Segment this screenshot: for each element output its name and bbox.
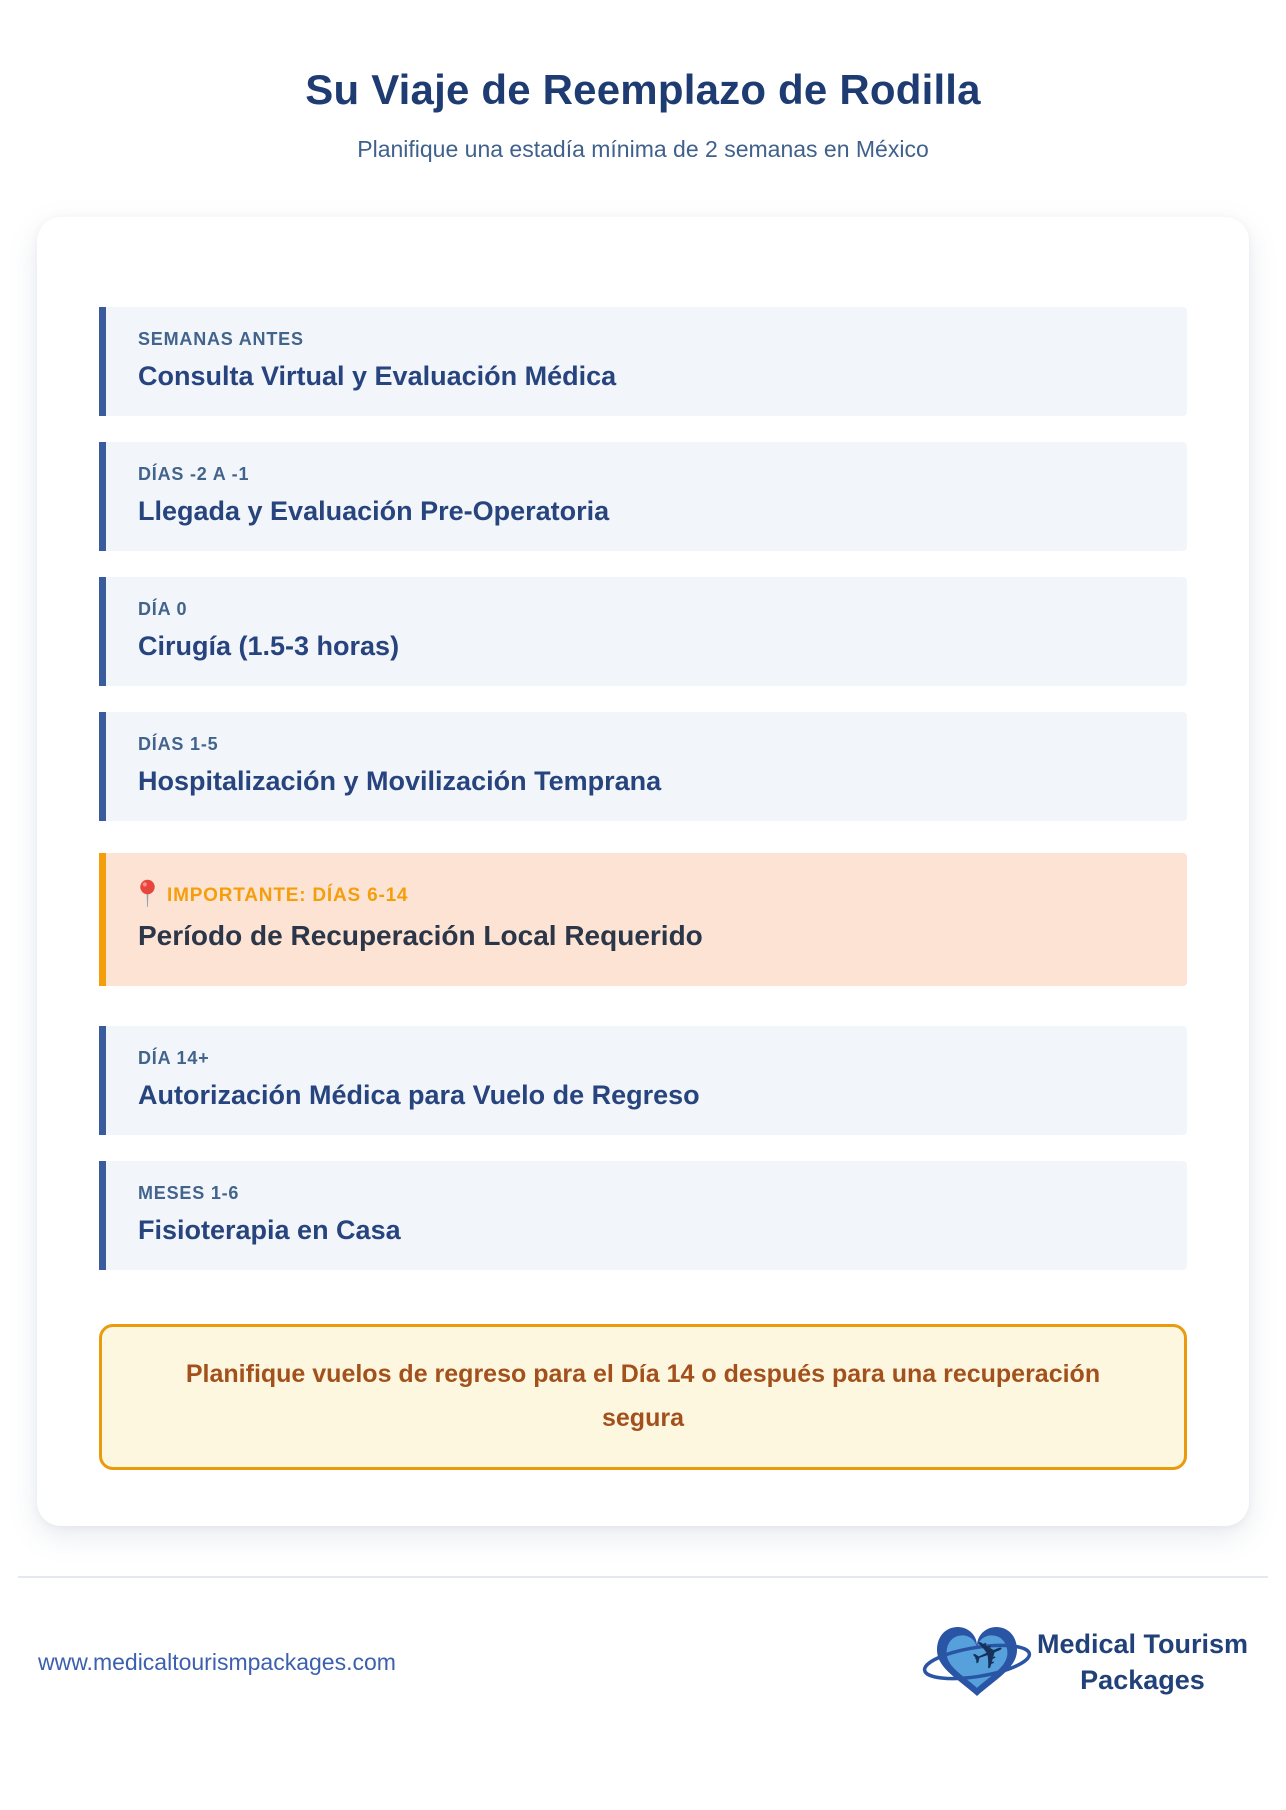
timeline <box>99 307 1187 1270</box>
warning-text: Planifique vuelos de regreso para el Día 14 o después para una recuperación segura <box>185 1360 1101 1432</box>
page-subtitle: Planifique una estadía mínima de 2 semanas en México <box>357 136 929 162</box>
timeline-item-label-text: DÍA 0 <box>138 599 188 619</box>
timeline-item-label <box>138 734 1157 755</box>
timeline-item-title: Consulta Virtual y Evaluación Médica <box>138 361 617 391</box>
logo-line1: Medical Tourism <box>1036 1629 1248 1660</box>
round-pushpin-icon <box>138 879 157 909</box>
timeline-item-label <box>138 1183 1157 1204</box>
footer <box>0 1578 1286 1710</box>
website-link[interactable]: www.medicaltourismpackages.com <box>38 1649 396 1675</box>
logo-wordmark <box>1037 1627 1248 1697</box>
timeline-item-label <box>138 883 1157 909</box>
timeline-item <box>99 712 1187 821</box>
airplane-icon: ✈ <box>964 1626 1013 1683</box>
brand-logo <box>921 1616 1248 1710</box>
timeline-card <box>37 217 1249 1526</box>
heart-airplane-logo-icon <box>921 1616 1033 1710</box>
timeline-item-title: Autorización Médica para Vuelo de Regreso <box>138 1080 700 1110</box>
timeline-item-label <box>138 464 1157 485</box>
timeline-item <box>99 307 1187 416</box>
timeline-item-label <box>138 599 1157 620</box>
timeline-item-label-text: DÍAS -2 A -1 <box>138 464 250 484</box>
timeline-item-label-text: MESES 1-6 <box>138 1183 240 1203</box>
header <box>0 66 1286 163</box>
timeline-item <box>99 1026 1187 1135</box>
timeline-item-label-text: DÍA 14+ <box>138 1048 210 1068</box>
timeline-item <box>99 442 1187 551</box>
warning-banner <box>99 1324 1187 1470</box>
timeline-item <box>99 577 1187 686</box>
timeline-item-title: Hospitalización y Movilización Temprana <box>138 766 662 796</box>
logo-line2: Packages <box>1080 1664 1205 1695</box>
page-title: Su Viaje de Reemplazo de Rodilla <box>305 66 981 113</box>
timeline-item <box>99 1161 1187 1270</box>
timeline-item-label-text: SEMANAS ANTES <box>138 329 304 349</box>
timeline-item-label-text: IMPORTANTE: DÍAS 6-14 <box>167 885 409 906</box>
timeline-item <box>99 853 1187 986</box>
timeline-item-label-text: DÍAS 1-5 <box>138 734 219 754</box>
timeline-item-title: Período de Recuperación Local Requerido <box>138 920 703 951</box>
timeline-item-title: Fisioterapia en Casa <box>138 1215 401 1245</box>
timeline-item-title: Cirugía (1.5-3 horas) <box>138 631 400 661</box>
timeline-item-label <box>138 1048 1157 1069</box>
timeline-item-label <box>138 329 1157 350</box>
timeline-item-title: Llegada y Evaluación Pre-Operatoria <box>138 496 610 526</box>
